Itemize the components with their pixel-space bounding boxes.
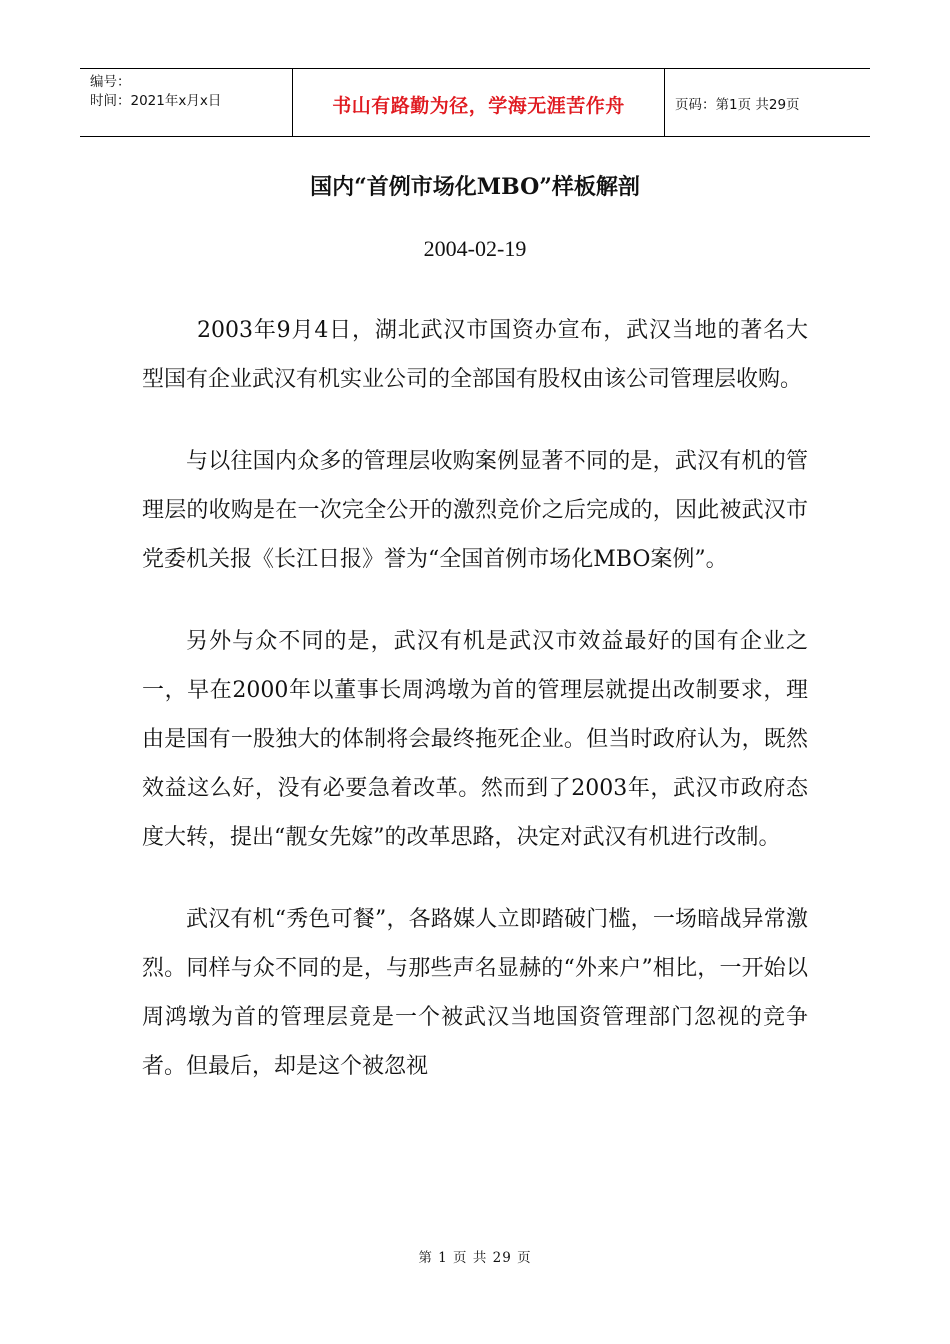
number-label: 编号：	[90, 74, 131, 90]
paragraph: 与以往国内众多的管理层收购案例显著不同的是，武汉有机的管理层的收购是在一次完全公开的激烈竞价之后完成的，因此被武汉市党委机关报《长江日报》誉为“全国首例市场化MBO案例”。	[142, 449, 808, 572]
paragraph: 另外与众不同的是，武汉有机是武汉市效益最好的国有企业之一，早在2000年以董事长周鸿墩为首的管理层就提出改制要求，理由是国有一股独大的体制将会最终拖死企业。但当时政府认为，既然效益这么好，没有必要急着改革。然而到了2003年，武汉市政府态度大转，提出“靓女先嫁”的改革思路，决定对武汉有机进行改制。	[142, 629, 808, 850]
document-date: 2004-02-19	[423, 236, 527, 261]
header-motto-cell	[292, 69, 665, 136]
header-page-cell	[665, 69, 870, 136]
motto-text: 书山有路勤为径，学海无涯苦作舟	[332, 95, 625, 117]
header-meta	[80, 69, 292, 136]
page-footer: 第 1 页 共 29 页	[418, 1250, 532, 1266]
document-title: 国内“首例市场化MBO”样板解剖	[310, 174, 640, 200]
time-label: 时间：2021年x月x日	[90, 93, 222, 109]
page-info: 页码：第1页 共29页	[675, 96, 800, 113]
document-header	[80, 68, 870, 137]
paragraph: 2003年9月4日，湖北武汉市国资办宣布，武汉当地的著名大型国有企业武汉有机实业公司的全部国有股权由该公司管理层收购。	[142, 318, 808, 392]
document-body	[142, 306, 808, 1124]
paragraph: 武汉有机“秀色可餐”，各路媒人立即踏破门槛，一场暗战异常激烈。同样与众不同的是，与那些声名显赫的“外来户”相比，一开始以周鸿墩为首的管理层竟是一个被武汉当地国资管理部门忽视的竞争者。但最后，却是这个被忽视	[142, 907, 808, 1079]
